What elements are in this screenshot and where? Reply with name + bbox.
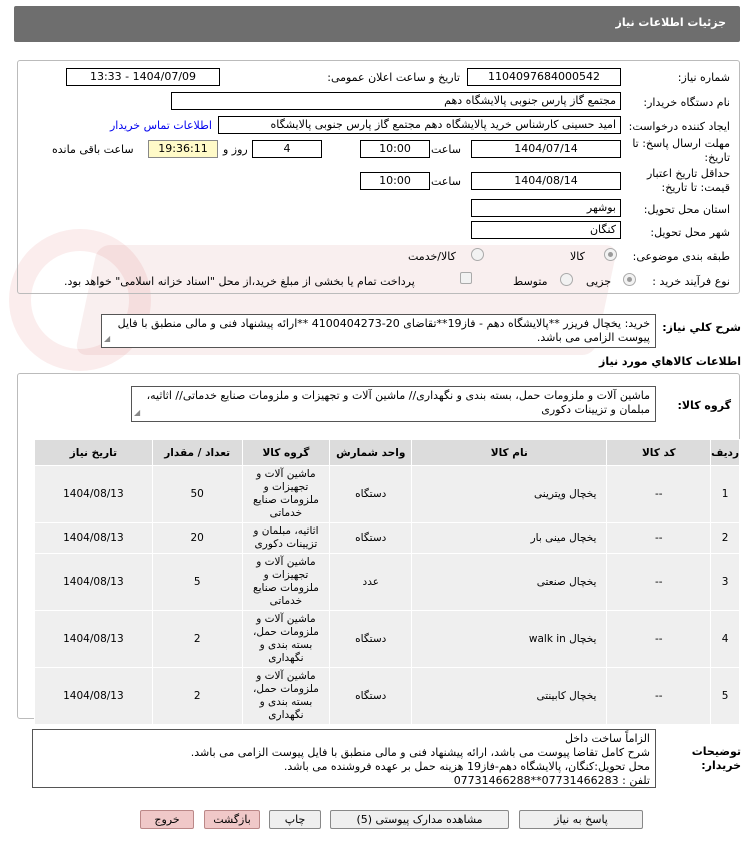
cell-name: یخچال ویترینی: [412, 466, 607, 523]
goods-group-text: [131, 386, 656, 422]
resize-grip-icon[interactable]: ◢: [104, 334, 111, 343]
province-field: بوشهر: [471, 199, 621, 217]
goods-info-title: اطلاعات کالاهاي مورد نياز: [599, 355, 741, 368]
category-goods-label: کالا: [570, 250, 585, 263]
cell-group: ماشین آلات و ملزومات حمل، بسته بندی و نگهداری: [242, 668, 330, 725]
table-row[interactable]: [35, 611, 740, 668]
cell-unit: عدد: [330, 554, 412, 611]
buyer-label: نام دستگاه خریدار:: [643, 96, 730, 109]
print-button[interactable]: چاپ: [269, 810, 321, 829]
province-label: استان محل تحویل:: [643, 203, 730, 216]
goods-group-label: گروه کالا:: [677, 399, 731, 412]
process-partial-label: جزیی: [586, 275, 612, 288]
cell-qty: 5: [152, 554, 242, 611]
table-row[interactable]: [35, 466, 740, 523]
cell-index: 3: [711, 554, 740, 611]
cell-qty: 2: [152, 611, 242, 668]
notes-line: الزاماً ساخت داخل: [564, 732, 650, 745]
category-goods-radio[interactable]: [604, 248, 617, 261]
creator-label: ایجاد کننده درخواست:: [628, 120, 730, 133]
page-header: [14, 6, 740, 42]
days-field: 4: [252, 140, 322, 158]
col-group: گروه کالا: [242, 440, 330, 466]
cell-index: 4: [711, 611, 740, 668]
validity-time-label: ساعت: [431, 175, 461, 188]
exit-button[interactable]: خروج: [140, 810, 194, 829]
days-label: روز و: [223, 143, 248, 156]
notes-line: تلفن : 07731466283**07731466288: [453, 774, 650, 787]
page-title: جزئیات اطلاعات نیاز: [615, 16, 726, 29]
buyer-field: مجتمع گاز پارس جنوبی پالایشگاه دهم: [171, 92, 621, 110]
category-goods-service-label: کالا/خدمت: [408, 250, 456, 263]
cell-code: --: [607, 466, 711, 523]
col-index: ردیف: [711, 440, 740, 466]
treasury-payment-note: پرداخت تمام یا بخشی از مبلغ خرید،از محل "اسناد خزانه اسلامی" خواهد بود.: [64, 275, 415, 288]
deadline-time-field: 10:00: [360, 140, 430, 158]
resize-grip-icon[interactable]: ◢: [134, 408, 141, 417]
announce-field: 1404/07/09 - 13:33: [66, 68, 220, 86]
deadline-label: مهلت ارسال پاسخ: تا: [632, 137, 730, 150]
table-row[interactable]: [35, 668, 740, 725]
cell-index: 2: [711, 523, 740, 554]
cell-code: --: [607, 554, 711, 611]
notes-label: توضیحات: [691, 745, 741, 758]
cell-group: ماشین آلات و تجهیزات و ملزومات صنایع خدماتی: [242, 466, 330, 523]
need-number-field: 1104097684000542: [467, 68, 621, 86]
cell-group: اثاثیه، مبلمان و تزیینات دکوری: [242, 523, 330, 554]
cell-qty: 50: [152, 466, 242, 523]
cell-name: یخچال کابینتی: [412, 668, 607, 725]
cell-code: --: [607, 611, 711, 668]
validity-time-field: 10:00: [360, 172, 430, 190]
process-partial-radio[interactable]: [623, 273, 636, 286]
cell-date: 1404/08/13: [35, 554, 153, 611]
remaining-time-field: 19:36:11: [148, 140, 218, 158]
process-medium-radio[interactable]: [560, 273, 573, 286]
cell-group: ماشین آلات و تجهیزات و ملزومات صنایع خدماتی: [242, 554, 330, 611]
cell-name: یخچال مینی بار: [412, 523, 607, 554]
remaining-label: ساعت باقی مانده: [52, 143, 134, 156]
cell-unit: دستگاه: [330, 668, 412, 725]
cell-unit: دستگاه: [330, 611, 412, 668]
table-header-row: [35, 440, 740, 466]
deadline-date-field: 1404/07/14: [471, 140, 621, 158]
cell-date: 1404/08/13: [35, 523, 153, 554]
back-button[interactable]: بازگشت: [204, 810, 260, 829]
reply-button[interactable]: پاسخ به نیاز: [519, 810, 643, 829]
table-row[interactable]: [35, 523, 740, 554]
goods-group-content: ماشین آلات و ملزومات حمل، بسته بندی و نگهداری// ماشین آلات و تجهیزات و ملزومات صنایع خدماتی// اثاثیه، مبلمان و تزیینات دکوری: [146, 389, 650, 416]
process-label: نوع فرآیند خرید :: [652, 275, 730, 288]
contact-buyer-link[interactable]: اطلاعات تماس خریدار: [110, 119, 212, 132]
cell-date: 1404/08/13: [35, 611, 153, 668]
treasury-payment-checkbox[interactable]: [460, 272, 472, 284]
cell-code: --: [607, 668, 711, 725]
cell-group: ماشین آلات و ملزومات حمل، بسته بندی و نگهداری: [242, 611, 330, 668]
deadline-label-date: تاریخ:: [704, 151, 730, 164]
buyer-notes-text: [32, 729, 656, 788]
cell-code: --: [607, 523, 711, 554]
notes-label-buyer: خریدار:: [701, 759, 741, 772]
city-label: شهر محل تحویل:: [650, 226, 730, 239]
cell-unit: دستگاه: [330, 523, 412, 554]
cell-unit: دستگاه: [330, 466, 412, 523]
validity-label-date: قیمت: تا تاریخ:: [661, 181, 730, 194]
cell-name: یخچال صنعتی: [412, 554, 607, 611]
process-medium-label: متوسط: [513, 275, 548, 288]
creator-field: امید حسینی کارشناس خرید پالایشگاه دهم مجتمع گاز پارس جنوبی پالایشگاه: [218, 116, 621, 134]
summary-text-content: خرید: یخچال فریزر **پالایشگاه دهم - فاز19**تقاضای 20-4100404273 **ارائه پیشنهاد فنی و مالی منطبق با فایل پیوست الزامی می باشد.: [117, 317, 650, 344]
table-row[interactable]: [35, 554, 740, 611]
col-code: کد کالا: [607, 440, 711, 466]
view-attachments-button[interactable]: مشاهده مدارک پیوستی (5): [330, 810, 509, 829]
category-label: طبقه بندی موضوعی:: [632, 250, 730, 263]
deadline-time-label: ساعت: [431, 143, 461, 156]
notes-line: محل تحویل:کنگان، پالایشگاه دهم-فاز19 هزینه حمل بر عهده فروشنده می باشد.: [283, 760, 650, 773]
summary-label: شرح کلي نياز:: [662, 321, 741, 334]
cell-date: 1404/08/13: [35, 668, 153, 725]
cell-name: یخچال walk in: [412, 611, 607, 668]
col-name: نام کالا: [412, 440, 607, 466]
cell-date: 1404/08/13: [35, 466, 153, 523]
col-qty: تعداد / مقدار: [152, 440, 242, 466]
items-table: [34, 439, 740, 725]
validity-label: حداقل تاریخ اعتبار: [646, 167, 730, 180]
col-unit: واحد شمارش: [330, 440, 412, 466]
cell-qty: 2: [152, 668, 242, 725]
col-date: تاریخ نیاز: [35, 440, 153, 466]
summary-text: [101, 314, 656, 348]
city-field: کنگان: [471, 221, 621, 239]
validity-date-field: 1404/08/14: [471, 172, 621, 190]
need-number-label: شماره نیاز:: [677, 71, 730, 84]
cell-index: 1: [711, 466, 740, 523]
cell-qty: 20: [152, 523, 242, 554]
category-goods-service-radio[interactable]: [471, 248, 484, 261]
announce-label: تاریخ و ساعت اعلان عمومی:: [327, 71, 460, 84]
notes-line: شرح کامل تقاضا پیوست می باشد، ارائه پیشنهاد فنی و مالی منطبق با فایل پیوست الزامی می باشد.: [190, 746, 650, 759]
cell-index: 5: [711, 668, 740, 725]
